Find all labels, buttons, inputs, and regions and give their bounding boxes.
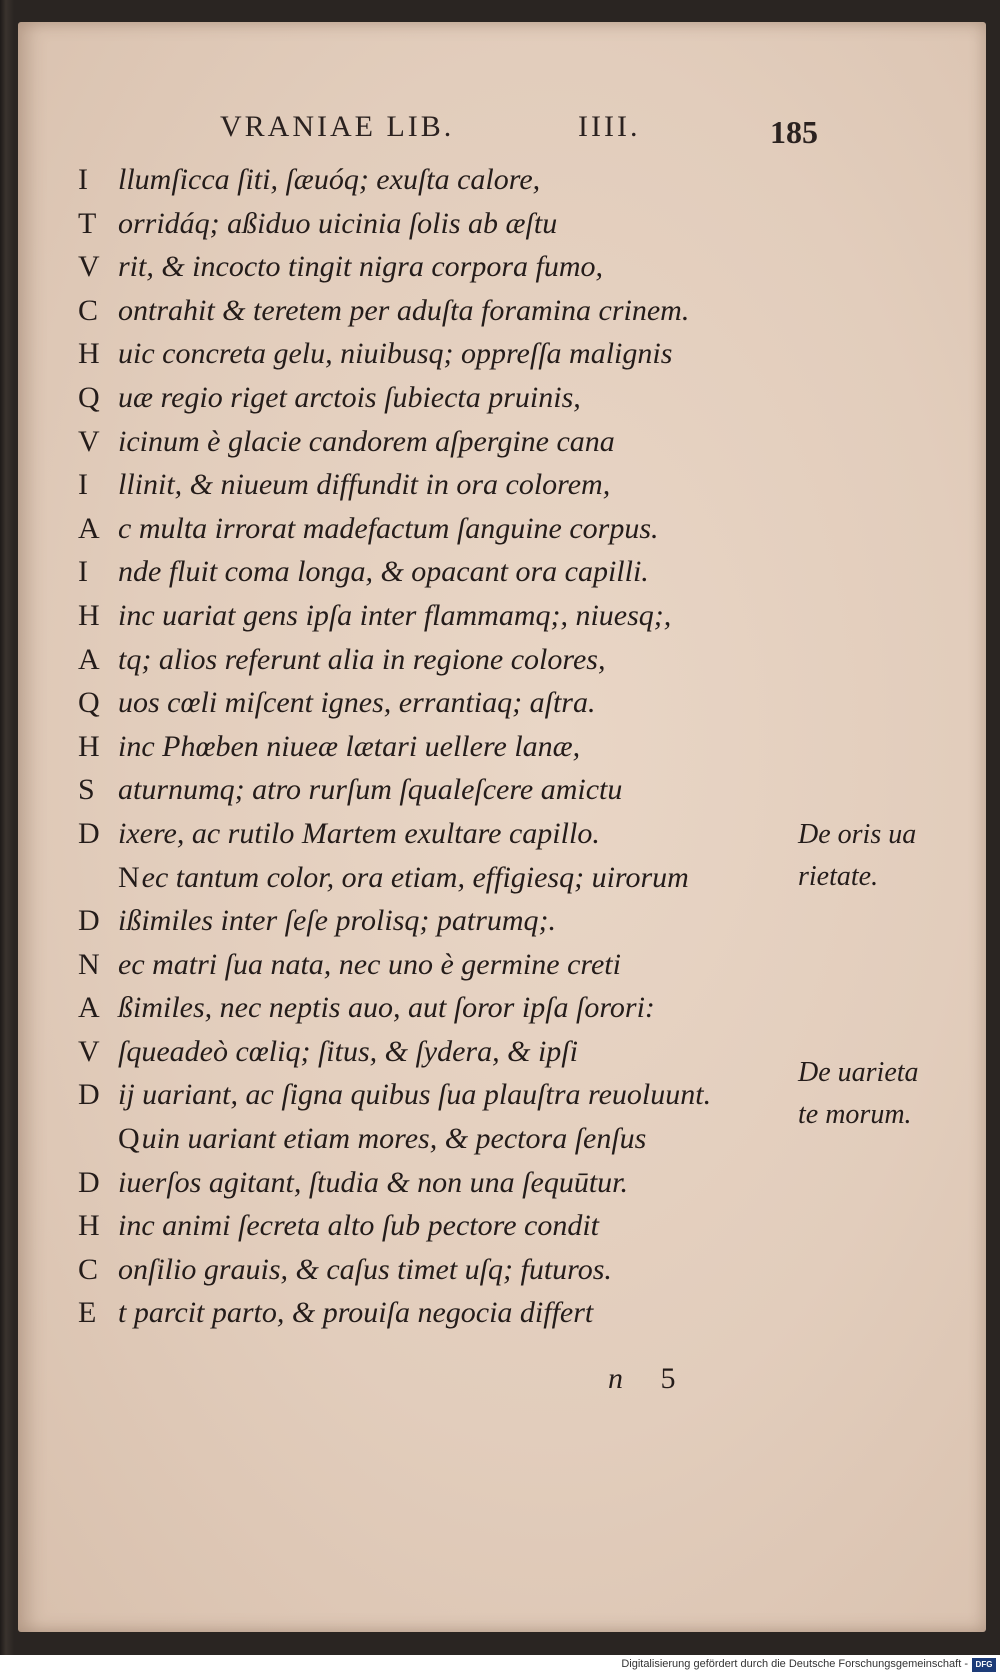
verse-text: uos cœli miſcent ignes, errantiaq; aſtra.: [118, 686, 596, 720]
verse-line: [78, 550, 798, 594]
verse-text: inc Phœben niueæ lætari uellere lanæ,: [118, 729, 581, 763]
verse-text: uin uariant etiam mores, & pectora ſenſus: [141, 1122, 647, 1156]
verse-initial: S: [78, 773, 95, 807]
verse-line: [78, 1117, 798, 1161]
marginal-line: rietate.: [798, 861, 879, 892]
verse-initial: T: [78, 206, 97, 240]
verse-line: [78, 681, 798, 725]
verse-text: ſqueadeò cœliq; ſitus, & ſydera, & ipſi: [118, 1034, 578, 1068]
verse-text: iuerſos agitant, ſtudia & non una ſequūtur.: [118, 1165, 629, 1199]
verse-line: [78, 1248, 798, 1292]
verse-line: [78, 986, 798, 1030]
verse-line: [78, 1161, 798, 1205]
verse-initial: V: [78, 1034, 100, 1068]
verse-initial: D: [78, 904, 100, 938]
verse-initial: H: [78, 729, 100, 763]
verse-initial: Q: [78, 686, 100, 720]
signature-mark: n: [608, 1362, 623, 1395]
verse-initial: C: [78, 1252, 99, 1286]
verse-line: [78, 594, 798, 638]
footer-bar: [0, 1655, 1000, 1676]
verse-line: [78, 420, 798, 464]
signature-number: 5: [660, 1362, 676, 1395]
verse-line: [78, 812, 798, 856]
verse-initial: I: [78, 468, 88, 502]
verse-initial: E: [78, 1296, 97, 1330]
marginal-line: De uarieta: [798, 1057, 919, 1088]
marginal-note-morum: [798, 1052, 968, 1136]
verse-text: ontrahit & teretem per aduſta foramina crinem.: [118, 293, 690, 327]
verse-text: ßimiles, nec neptis auo, aut ſoror ipſa ſorori:: [118, 991, 655, 1025]
verse-initial: C: [78, 293, 99, 327]
verse-text: llinit, & niueum diffundit in ora colorem,: [118, 468, 611, 502]
verse-text: icinum è glacie candorem aſpergine cana: [118, 424, 615, 458]
verse-text: tq; alios referunt alia in regione colores,: [118, 642, 606, 676]
funding-credit: Digitalisierung gefördert durch die Deutsche Forschungsgemeinschaft -: [621, 1658, 968, 1670]
verse-line: [78, 507, 798, 551]
verse-initial: H: [78, 337, 100, 371]
verse-text: nde fluit coma longa, & opacant ora capilli.: [118, 555, 649, 589]
page-number: 185: [770, 114, 818, 150]
verse-text: ißimiles inter ſeſe prolisq; patrumq;.: [118, 904, 557, 938]
verse-line: [78, 1204, 798, 1248]
verse-line: [78, 376, 798, 420]
verse-initial: V: [78, 250, 100, 284]
verse-initial: Q: [118, 1122, 140, 1156]
verse-text: onſilio grauis, & caſus timet uſq; futuros.: [118, 1252, 612, 1286]
verse-line: [78, 943, 798, 987]
verse-text: orridáq; aßiduo uicinia ſolis ab æſtu: [118, 206, 558, 240]
verse-block: [78, 158, 798, 1335]
verse-text: uic concreta gelu, niuibusq; oppreſſa malignis: [118, 337, 673, 371]
verse-initial: V: [78, 424, 100, 458]
verse-initial: H: [78, 598, 100, 632]
verse-text: ec matri ſua nata, nec uno è germine creti: [118, 947, 621, 981]
verse-text: inc animi ſecreta alto ſub pectore condit: [118, 1209, 599, 1243]
verse-line: [78, 725, 798, 769]
catchword: [608, 1362, 676, 1396]
verse-text: uæ regio riget arctois ſubiecta pruinis,: [118, 380, 581, 414]
verse-line: [78, 856, 798, 900]
verse-initial: I: [78, 555, 88, 589]
verse-line: [78, 289, 798, 333]
verse-line: [78, 202, 798, 246]
verse-text: rit, & incocto tingit nigra corpora fumo,: [118, 250, 603, 284]
verse-line: [78, 1030, 798, 1074]
verse-line: [78, 1073, 798, 1117]
verse-initial: Q: [78, 380, 100, 414]
marginal-line: De oris ua: [798, 819, 917, 850]
verse-text: c multa irrorat madefactum ſanguine corpus.: [118, 511, 659, 545]
verse-initial: A: [78, 991, 100, 1025]
verse-line: [78, 463, 798, 507]
verse-line: [78, 332, 798, 376]
book-number: IIII.: [578, 110, 641, 143]
verse-initial: I: [78, 163, 88, 196]
verse-initial: N: [118, 860, 140, 894]
verse-line: [78, 158, 798, 202]
verse-line: [78, 768, 798, 812]
verse-text: inc uariat gens ipſa inter flammamq;, niuesq;,: [118, 598, 672, 632]
verse-text: ixere, ac rutilo Martem exultare capillo.: [118, 816, 600, 850]
book-page: [18, 22, 986, 1632]
page-header: [18, 110, 986, 150]
verse-text: t parcit parto, & prouiſa negocia differt: [118, 1296, 594, 1330]
verse-initial: N: [78, 947, 100, 981]
verse-text: aturnumq; atro rurſum ſqualeſcere amictu: [118, 773, 623, 807]
verse-line: [78, 1291, 798, 1335]
verse-initial: A: [78, 511, 100, 545]
verse-initial: D: [78, 1078, 100, 1112]
dfg-logo: DFG: [972, 1658, 996, 1672]
verse-line: [78, 245, 798, 289]
verse-initial: D: [78, 816, 100, 850]
verse-line: [78, 638, 798, 682]
verse-initial: D: [78, 1165, 100, 1199]
verse-initial: H: [78, 1209, 100, 1243]
running-title: VRANIAE LIB.: [220, 110, 455, 143]
verse-text: ij uariant, ac ſigna quibus ſua plauſtra reuoluunt.: [118, 1078, 712, 1112]
verse-text: ec tantum color, ora etiam, effigiesq; uirorum: [141, 860, 689, 894]
marginal-line: te morum.: [798, 1099, 912, 1130]
verse-text: llumſicca ſiti, ſæuóq; exuſta calore,: [118, 163, 541, 196]
verse-line: [78, 899, 798, 943]
verse-initial: A: [78, 642, 100, 676]
marginal-note-oris: [798, 814, 968, 898]
